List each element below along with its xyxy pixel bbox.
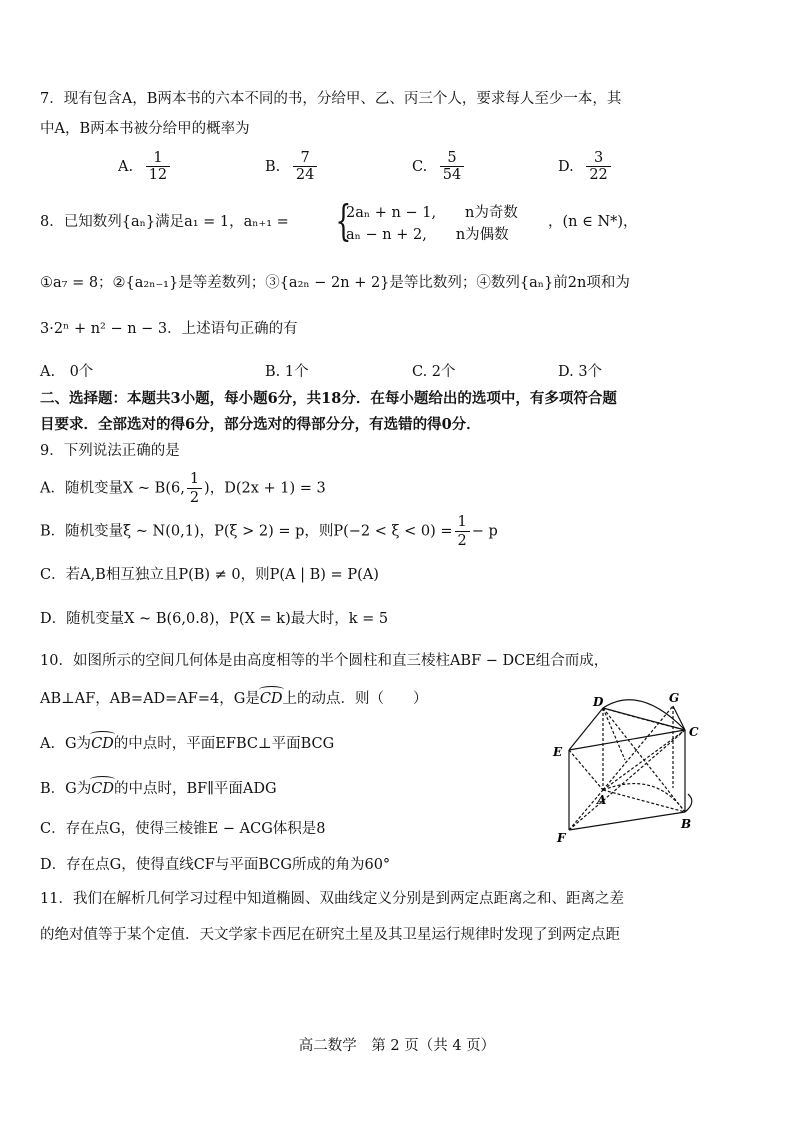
q10-option-b — [40, 780, 277, 798]
q10-geometry-figure — [545, 690, 725, 850]
q7-option-b-num: 7 — [293, 150, 317, 167]
q10-option-a-post: 的中点时，平面EFBC⊥平面BCG — [113, 736, 335, 752]
q7-stem-line1: 7．现有包含A，B两本书的六本不同的书，分给甲、乙、丙三个人，要求每人至少一本，其 — [40, 91, 622, 107]
q9-option-b-den: 2 — [457, 533, 467, 550]
fig-edge-gc — [673, 706, 685, 730]
q9-option-a — [40, 470, 326, 507]
fig-label-d: D — [593, 695, 604, 709]
q9-option-c: C．若A,B相互独立且P(B) ≠ 0，则P(A | B) = P(A) — [40, 567, 379, 583]
fig-label-a: A — [597, 793, 607, 807]
q7-option-d — [558, 150, 613, 183]
q7-option-b-fraction — [293, 150, 317, 183]
q8-case-odd: 2aₙ + n − 1, n为奇数 — [346, 205, 518, 221]
q10-option-b-arc: CD — [91, 781, 114, 797]
q7-option-a — [118, 150, 172, 183]
q9-option-b-fraction — [455, 513, 470, 550]
q9-option-a-pre: A．随机变量X ~ B(6, — [40, 480, 185, 497]
q10-option-a — [40, 735, 334, 753]
fig-diag-ea — [569, 750, 603, 790]
q8-brace: { — [335, 196, 352, 245]
q7-option-b-den: 24 — [295, 167, 315, 183]
q10-option-d: D．存在点G，使得直线CF与平面BCG所成的角为60° — [40, 857, 391, 873]
fig-diag-ag — [603, 706, 673, 790]
q10-option-a-pre: A．G为 — [40, 736, 92, 752]
fig-diag-d-mid — [603, 708, 625, 760]
q10-stem-line1: 10．如图所示的空间几何体是由高度相等的半个圆柱和直三棱柱ABF − DCE组合而成， — [40, 653, 609, 669]
q8-case-even: aₙ − n + 2, n为偶数 — [346, 227, 509, 243]
q7-option-c — [412, 150, 466, 183]
q7-option-c-num: 5 — [440, 150, 464, 167]
q9-stem: 9．下列说法正确的是 — [40, 443, 180, 459]
q10-stem-line2-pre: AB⊥AF，AB=AD=AF=4，G是 — [40, 691, 260, 707]
q7-option-c-fraction — [440, 150, 464, 183]
fig-arc-bottom-front — [685, 794, 692, 812]
q7-option-b-label: B. — [265, 158, 281, 175]
fig-edge-ed — [569, 708, 603, 750]
q10-option-a-arc: CD — [91, 736, 114, 752]
q9-option-b-post: − p — [471, 523, 498, 540]
q8-option-c: C. 2个 — [412, 364, 456, 380]
q9-option-a-den: 2 — [189, 490, 200, 507]
fig-label-c: C — [689, 725, 699, 739]
q8-stem-prefix: 8．已知数列{aₙ}满足a₁ = 1，aₙ₊₁ = — [40, 214, 289, 230]
q7-stem-line2: 中A，B两本书被分给甲的概率为 — [40, 121, 250, 137]
q8-option-d: D. 3个 — [558, 364, 603, 380]
q9-option-b — [40, 513, 498, 550]
section2-line1: 二、选择题：本题共3小题，每小题6分，共18分．在每小题给出的选项中，有多项符合题 — [40, 390, 617, 407]
q9-option-b-num: 1 — [455, 513, 470, 532]
q7-option-d-num: 3 — [586, 150, 610, 167]
fig-edge-fb — [569, 812, 685, 830]
fig-label-e: E — [553, 745, 563, 759]
fig-edge-ec — [569, 730, 685, 750]
q8-stem-suffix: ，(n ∈ N*)， — [548, 214, 638, 230]
q7-option-c-label: C. — [412, 158, 428, 175]
q7-option-a-label: A. — [118, 158, 134, 175]
q9-option-a-fraction — [187, 470, 202, 507]
q10-option-b-pre: B．G为 — [40, 781, 92, 797]
q10-stem-line2 — [40, 690, 428, 708]
q10-option-c: C．存在点G，使得三棱锥E − ACG体积是8 — [40, 821, 326, 837]
q7-option-d-den: 22 — [589, 167, 608, 183]
q7-option-a-fraction — [146, 150, 170, 183]
q9-option-a-post: )，D(2x + 1) = 3 — [204, 480, 326, 497]
section2-line2: 目要求．全部选对的得6分，部分选对的得部分分，有选错的得0分． — [40, 416, 481, 433]
fig-label-f: F — [557, 831, 566, 845]
q7-option-d-label: D. — [558, 158, 574, 175]
q9-option-a-num: 1 — [187, 470, 202, 489]
q7-option-d-fraction — [586, 150, 610, 183]
q8-option-a: A. 0个 — [40, 364, 94, 380]
q7-option-b — [265, 150, 319, 183]
q10-arc-cd: CD — [259, 691, 283, 707]
q8-statements-line2: 3·2ⁿ + n² − n − 3．上述语句正确的有 — [40, 321, 298, 337]
fig-label-g: G — [669, 691, 680, 705]
page-footer: 高二数学 第 2 页（共 4 页） — [298, 1038, 496, 1054]
q7-option-a-den: 12 — [148, 167, 168, 183]
q10-stem-line2-post: 上的动点．则（ ） — [282, 691, 428, 707]
q8-statements-line1: ①a₇ = 8；②{a₂ₙ₋₁}是等差数列；③{a₂ₙ − 2n + 2}是等比数列；④数列{aₙ}前2n项和为 — [40, 275, 630, 291]
q10-option-b-post: 的中点时，BF∥平面ADG — [113, 781, 277, 797]
q11-line1: 11．我们在解析几何学习过程中知道椭圆、双曲线定义分别是到两定点距离之和、距离之差 — [40, 891, 624, 907]
fig-edge-ab — [603, 790, 685, 812]
q11-line2: 的绝对值等于某个定值．天文学家卡西尼在研究土星及其卫星运行规律时发现了到两定点距 — [40, 927, 620, 943]
q8-option-b: B. 1个 — [265, 364, 309, 380]
q9-option-d: D．随机变量X ~ B(6,0.8)，P(X = k)最大时，k = 5 — [40, 611, 389, 627]
q9-option-b-pre: B．随机变量ξ ~ N(0,1)，P(ξ > 2) = p，则P(−2 < ξ < 0) = — [40, 523, 453, 540]
q7-option-c-den: 54 — [442, 167, 462, 183]
q7-option-a-num: 1 — [146, 150, 170, 167]
fig-label-b: B — [681, 817, 692, 831]
